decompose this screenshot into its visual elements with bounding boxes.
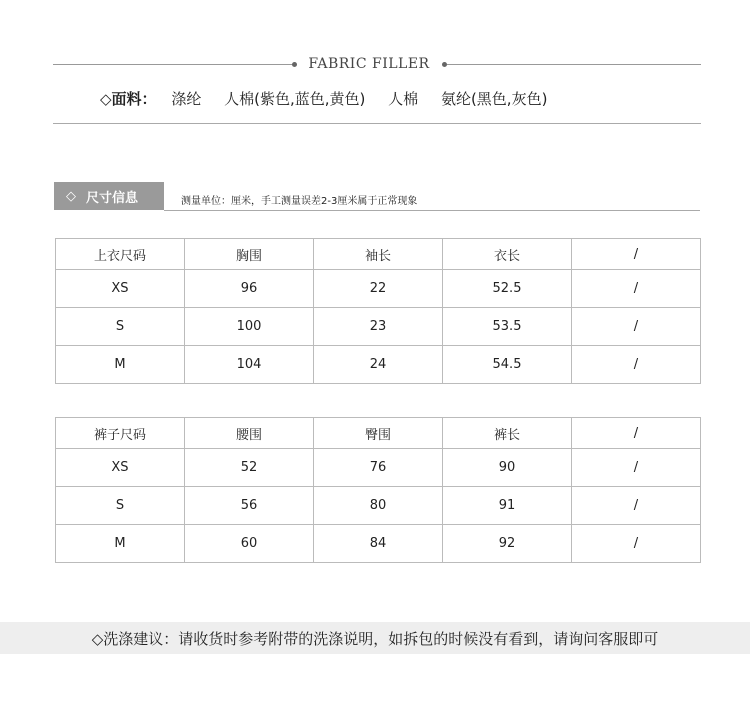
fabric-item: 涤纶 [171, 90, 202, 108]
table-header-cell: 臀围 [314, 418, 443, 449]
table-cell: 91 [443, 487, 572, 525]
diamond-icon: ◇ [66, 188, 76, 204]
table-header-cell: / [572, 239, 701, 270]
table-cell: / [572, 449, 701, 487]
table-cell: 52 [185, 449, 314, 487]
table-header-cell: 上衣尺码 [56, 239, 185, 270]
size-info-label: 尺寸信息 [86, 190, 139, 206]
washing-advice-bar [0, 622, 750, 654]
table-header-cell: 裤长 [443, 418, 572, 449]
table-cell: 54.5 [443, 346, 572, 384]
fabric-item: 人棉 [388, 90, 419, 108]
table-cell: 80 [314, 487, 443, 525]
table-row [56, 525, 701, 563]
table-header-cell: 腰围 [185, 418, 314, 449]
fabric-title: FABRIC FILLER [308, 56, 430, 72]
table-cell: 23 [314, 308, 443, 346]
fabric-bottom-divider [53, 123, 701, 124]
table-cell: / [572, 525, 701, 563]
table-cell: / [572, 487, 701, 525]
table-header-cell: / [572, 418, 701, 449]
pants-size-table [55, 417, 701, 563]
table-cell: S [56, 487, 185, 525]
table-cell: S [56, 308, 185, 346]
table-cell: 22 [314, 270, 443, 308]
table-cell: 84 [314, 525, 443, 563]
table-header-cell: 胸围 [185, 239, 314, 270]
table-cell: / [572, 346, 701, 384]
table-cell: 52.5 [443, 270, 572, 308]
table-row [56, 270, 701, 308]
table-cell: / [572, 270, 701, 308]
table-cell: 100 [185, 308, 314, 346]
table-row [56, 487, 701, 525]
size-info-tag [54, 182, 164, 210]
table-cell: 56 [185, 487, 314, 525]
table-header-cell: 衣长 [443, 239, 572, 270]
fabric-divider-left [53, 64, 295, 65]
table-row [56, 346, 701, 384]
table-cell: 92 [443, 525, 572, 563]
table-cell: 90 [443, 449, 572, 487]
fabric-item: 氨纶(黑色,灰色) [440, 90, 548, 108]
table-row [56, 449, 701, 487]
table-cell: 53.5 [443, 308, 572, 346]
fabric-row [100, 88, 565, 109]
table-row [56, 308, 701, 346]
table-cell: 96 [185, 270, 314, 308]
table-cell: 76 [314, 449, 443, 487]
table-cell: XS [56, 449, 185, 487]
table-cell: 24 [314, 346, 443, 384]
fabric-label: ◇面料： [100, 90, 157, 108]
table-cell: M [56, 525, 185, 563]
table-cell: M [56, 346, 185, 384]
table-header-row [56, 418, 701, 449]
fabric-item: 人棉(紫色,蓝色,黄色) [224, 90, 366, 108]
table-header-cell: 袖长 [314, 239, 443, 270]
table-header-cell: 裤子尺码 [56, 418, 185, 449]
size-info-underline [164, 210, 700, 211]
top-size-table [55, 238, 701, 384]
fabric-dot-left [292, 62, 297, 67]
washing-advice-text: ◇洗涤建议：请收货时参考附带的洗涤说明，如拆包的时候没有看到，请询问客服即可 [91, 629, 659, 648]
measurement-note: 测量单位：厘米，手工测量误差2-3厘米属于正常现象 [181, 196, 418, 207]
table-cell: XS [56, 270, 185, 308]
table-cell: 104 [185, 346, 314, 384]
table-cell: / [572, 308, 701, 346]
table-header-row [56, 239, 701, 270]
table-cell: 60 [185, 525, 314, 563]
fabric-divider-right [447, 64, 701, 65]
